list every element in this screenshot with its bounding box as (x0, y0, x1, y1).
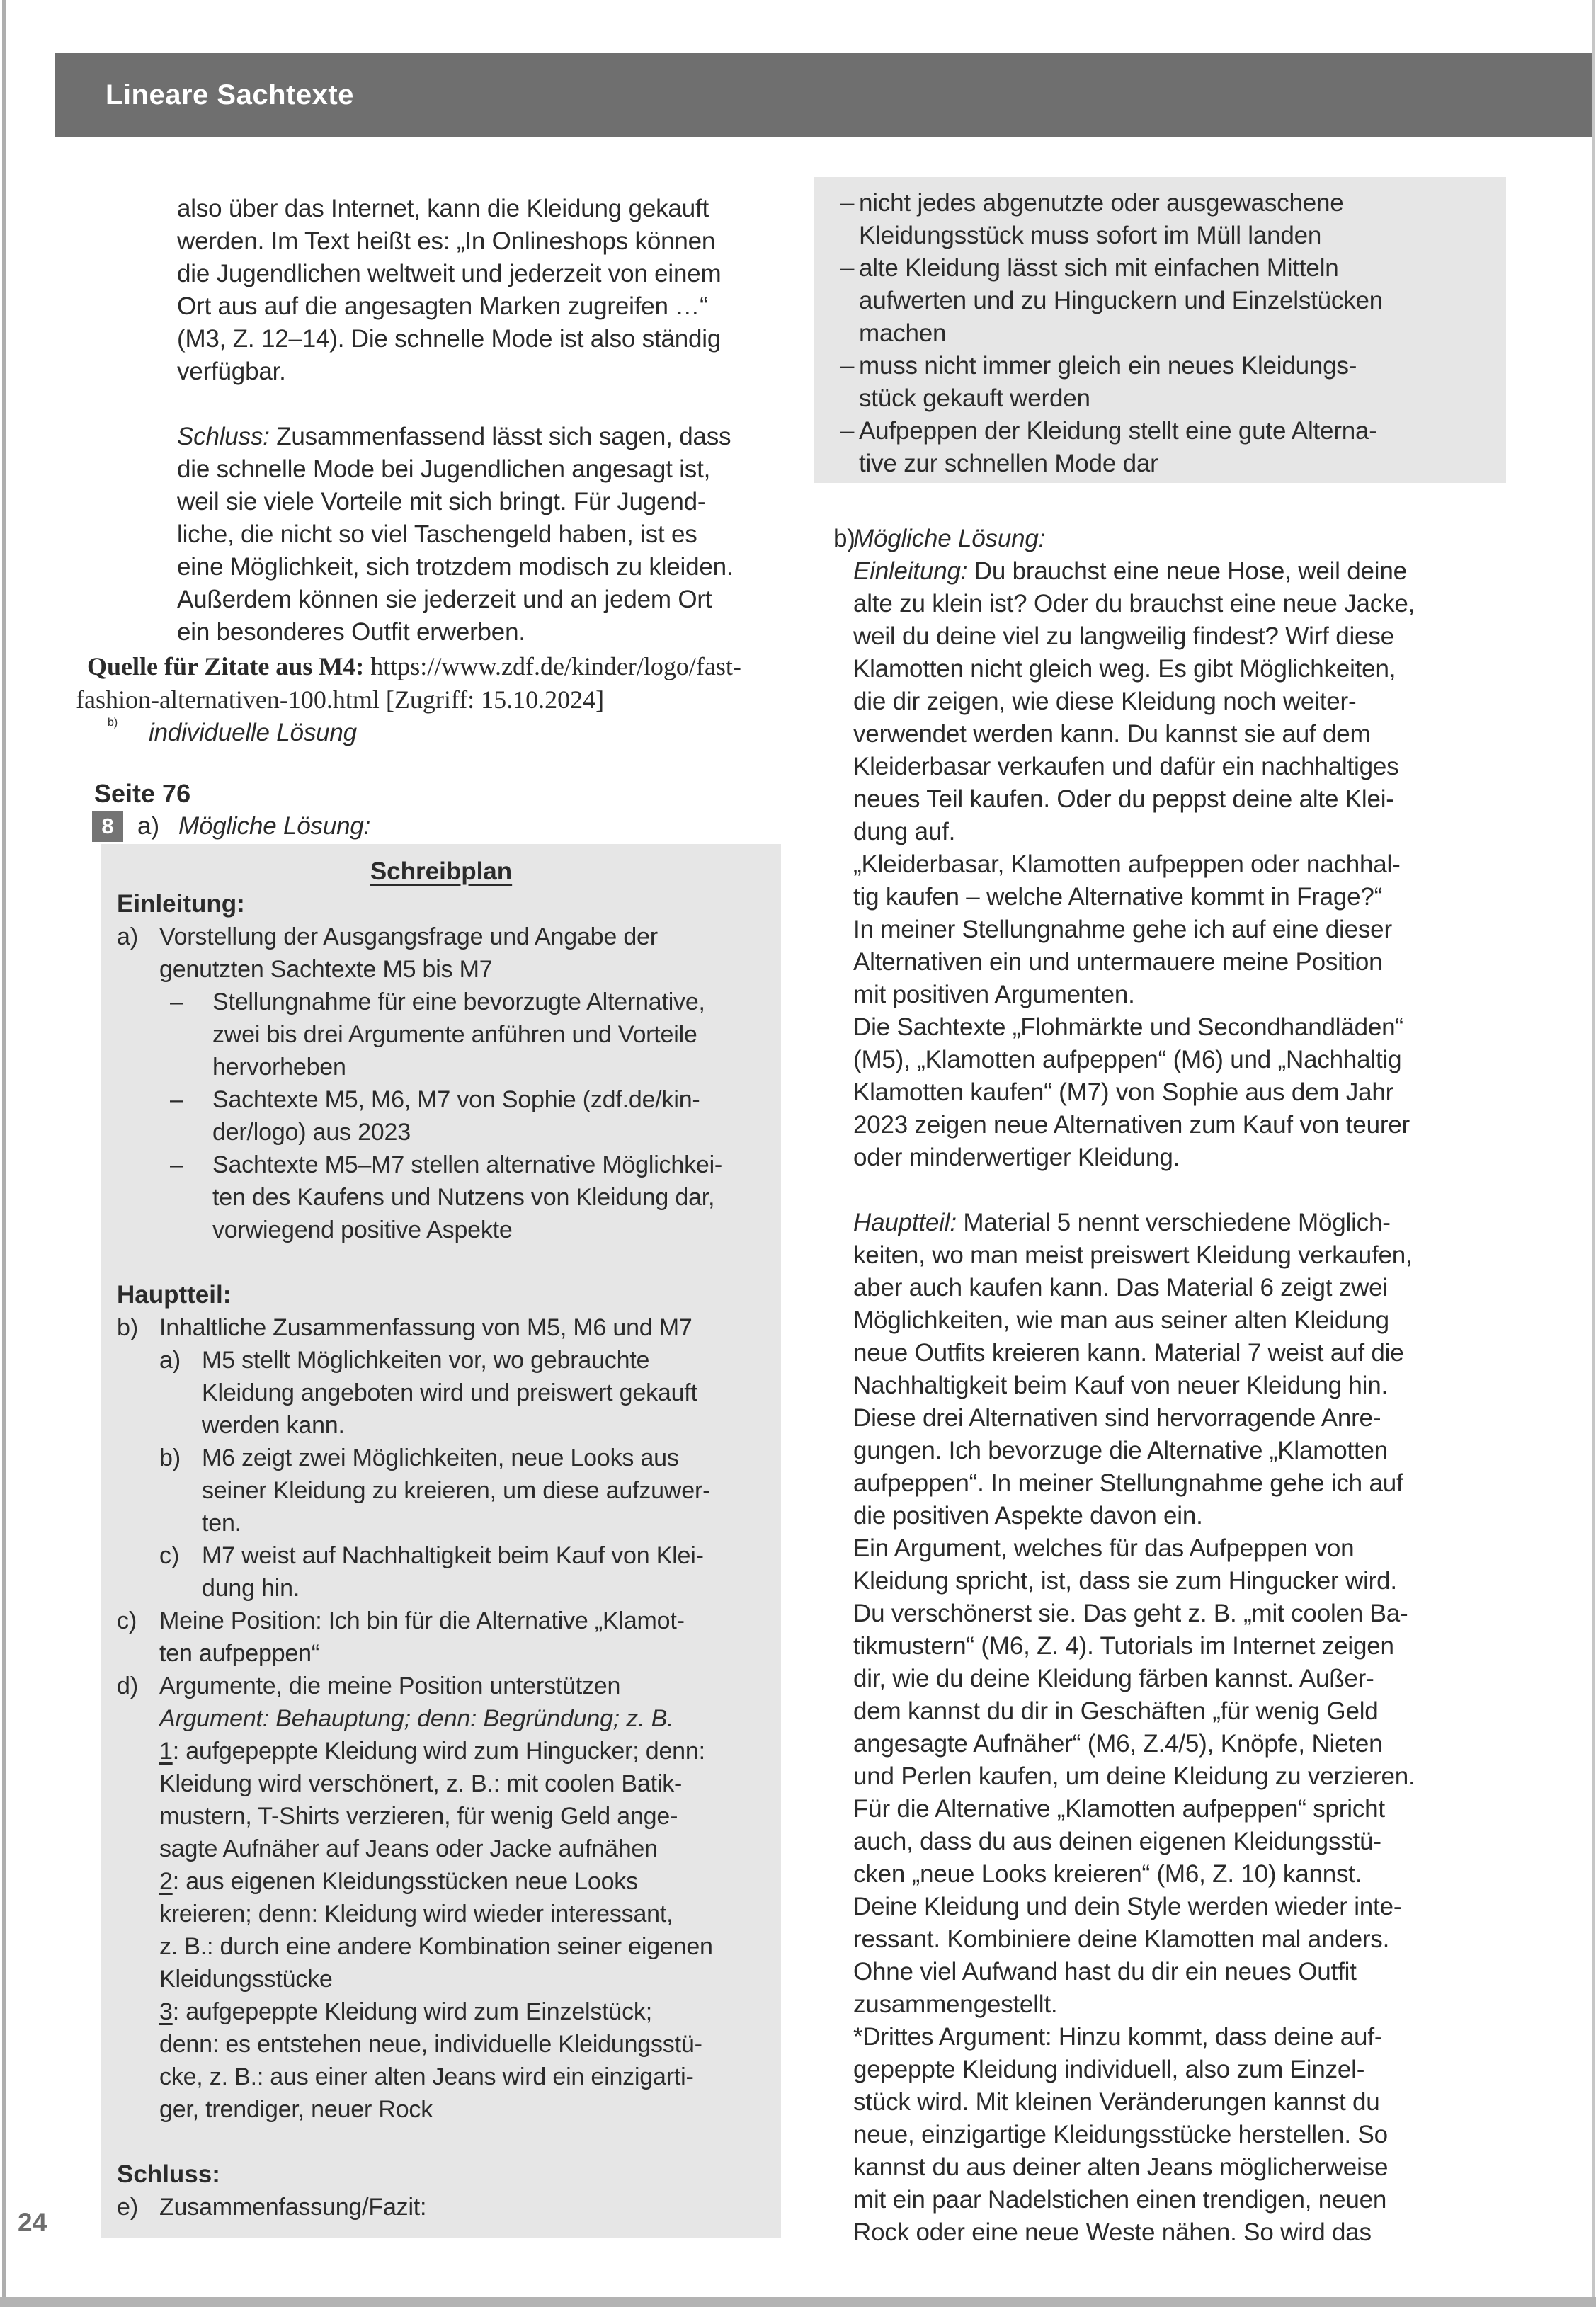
text-line: Alternativen ein und untermauere meine Position (853, 948, 1383, 976)
page-number: 24 (18, 2208, 47, 2237)
plan-dash (117, 1083, 765, 1149)
text-line: Für die Alternative „Klamotten aufpeppen“ spricht (853, 1795, 1385, 1823)
body-paragraph (853, 1207, 1506, 2249)
plan-item-lines (159, 921, 658, 986)
text-line: M6 zeigt zwei Möglichkeiten, neue Looks aus (202, 1445, 679, 1471)
bullet-lines (859, 350, 1357, 415)
text-line: mustern, T-Shirts verzieren, für wenig Geld ange- (159, 1803, 678, 1830)
plan-dash (117, 1149, 765, 1246)
text-line: Klamotten nicht gleich weg. Es gibt Möglichkeiten, (853, 655, 1396, 683)
task-row (92, 810, 782, 843)
left-column (74, 193, 782, 2238)
plan-item-label: b) (117, 1314, 139, 1341)
text-line: ten aufpeppen“ (159, 1640, 319, 1667)
body-paragraph (853, 555, 1506, 1174)
text-line: und Perlen kaufen, um deine Kleidung zu verzieren. (853, 1762, 1415, 1790)
paragraph-internet (177, 193, 782, 388)
text-line: neue, einzigartige Kleidungsstücke herstellen. So (853, 2121, 1388, 2148)
text-line: In meiner Stellungnahme gehe ich auf eine dieser (853, 916, 1392, 943)
scan-edge-right (1592, 0, 1595, 2307)
text-line: angesagte Aufnäher“ (M6, Z.4/5), Knöpfe, Nieten (853, 1730, 1383, 1758)
plan-item-label: a) (159, 1347, 181, 1374)
text-line: oder minderwertiger Kleidung. (853, 1144, 1180, 1171)
text-line: Möglichkeiten, wie man aus seiner alten Kleidung (853, 1306, 1389, 1334)
text-line: dem kannst du dir in Geschäften „für wenig Geld (853, 1697, 1379, 1725)
text-line: ger, trendiger, neuer Rock (159, 2096, 433, 2123)
text-line: alte zu klein ist? Oder du brauchst eine neue Jacke, (853, 590, 1415, 617)
text-line: Nachhaltigkeit beim Kauf von neuer Kleidung hin. (853, 1372, 1389, 1399)
text-line: verwendet werden kann. Du kannst sie auf dem (853, 720, 1371, 748)
bullet-dash: – (840, 189, 855, 217)
text-line: zwei bis drei Argumente anführen und Vorteile (212, 1021, 697, 1048)
plan-item-label: e) (117, 2194, 139, 2221)
bullet-dash: – (840, 417, 855, 445)
text-line: vorwiegend positive Aspekte (212, 1217, 513, 1243)
text-line: Ein Argument, welches für das Aufpeppen von (853, 1534, 1355, 1562)
text-line: hervorheben (212, 1054, 346, 1081)
text-line: kreieren; denn: Kleidung wird wieder interessant, (159, 1901, 673, 1927)
text-line: Zusammenfassung/Fazit: (159, 2194, 427, 2221)
text-line: muss nicht immer gleich ein neues Kleidungs- (859, 352, 1357, 380)
right-column (814, 177, 1506, 2249)
paragraph-schluss (177, 421, 782, 649)
plan-subitem (117, 1539, 765, 1605)
plan-item-label: – (170, 989, 183, 1015)
text-line: (M5), „Klamotten aufpeppen“ (M6) und „Nachhaltig (853, 1046, 1402, 1073)
chapter-header-bar (55, 53, 1592, 137)
scan-edge-bottom (0, 2297, 1596, 2307)
text-line: eine Möglichkeit, sich trotzdem modisch zu kleiden. (177, 553, 734, 581)
text-line: stück gekauft werden (859, 384, 1090, 412)
plan-item (117, 1605, 765, 1670)
text-line: weil du deine viel zu langweilig findest? Wirf diese (853, 622, 1394, 650)
text-line: ressant. Kombiniere deine Klamotten mal anders. (853, 1925, 1390, 1953)
plan-item-lines (212, 1149, 722, 1246)
plan-item-label: d) (117, 1673, 139, 1699)
text-line: ten. (202, 1510, 241, 1537)
source-line-1 (87, 650, 782, 683)
text-line: alte Kleidung lässt sich mit einfachen Mitteln (859, 254, 1339, 282)
text-line: Argumente, die meine Position unterstützen (159, 1673, 621, 1699)
text-line: Ohne viel Aufwand hast du dir ein neues Outfit (853, 1958, 1357, 1986)
text-line: weil sie viele Vorteile mit sich bringt. Für Jugend- (177, 488, 706, 515)
text-line: Außerdem können sie jederzeit und an jedem Ort (177, 586, 712, 613)
text-line: Du verschönerst sie. Das geht z. B. „mit coolen Ba- (853, 1600, 1408, 1627)
scan-edge-left (2, 0, 6, 2307)
text-line: Einleitung: Du brauchst eine neue Hose, weil deine (853, 557, 1407, 585)
plan-item-label: a) (117, 923, 139, 950)
text-line: tig kaufen – welche Alternative kommt in Frage?“ (853, 883, 1383, 911)
answer-item-b (108, 717, 782, 749)
schreibplan-title: Schreibplan (370, 858, 513, 885)
text-line: Sachtexte M5–M7 stellen alternative Möglichkei- (212, 1151, 723, 1178)
bullet-lines (859, 415, 1377, 480)
chapter-title: Lineare Sachtexte (106, 79, 354, 110)
spacer (853, 1174, 1506, 1207)
text-line: gepeppte Kleidung individuell, also zum Einzel- (853, 2056, 1365, 2083)
text-line: M5 stellt Möglichkeiten vor, wo gebrauchte (202, 1347, 650, 1374)
task-item-label: a) (137, 812, 160, 840)
text-line: Die Sachtexte „Flohmärkte und Secondhandläden“ (853, 1013, 1403, 1041)
plan-item-lines (159, 1605, 685, 1670)
plan-subitem (117, 1344, 765, 1442)
text-line: nicht jedes abgenutzte oder ausgewaschene (859, 189, 1344, 217)
text-line: Stellungnahme für eine bevorzugte Alternative, (212, 989, 705, 1015)
schreibplan-rows (117, 888, 765, 2223)
plan-item (117, 1670, 765, 2126)
text-line: z. B.: durch eine andere Kombination seiner eigenen (159, 1933, 713, 1960)
page-reference: Seite 76 (94, 779, 191, 808)
item-text: Mögliche Lösung: (853, 525, 1046, 552)
text-line: Meine Position: Ich bin für die Alternative „Klamot- (159, 1607, 685, 1634)
text-line: Hauptteil: Material 5 nennt verschiedene Möglich- (853, 1209, 1391, 1236)
plan-heading: Schluss: (117, 2160, 220, 2188)
text-line: keiten, wo man meist preiswert Kleidung verkaufen, (853, 1241, 1413, 1269)
bullet-item (840, 252, 1492, 350)
text-line: *Drittes Argument: Hinzu kommt, dass deine auf- (853, 2023, 1383, 2051)
plan-heading: Hauptteil: (117, 1281, 232, 1309)
plan-item (117, 1311, 765, 1344)
bullet-item (840, 415, 1492, 480)
text-line: neue Outfits kreieren kann. Material 7 weist auf die (853, 1339, 1404, 1367)
plan-dash (117, 986, 765, 1083)
text-line: der/logo) aus 2023 (212, 1119, 411, 1146)
item-text: individuelle Lösung (149, 719, 357, 746)
text-line: mit ein paar Nadelstichen einen trendigen, neuen (853, 2186, 1387, 2214)
plan-item-lines (202, 1442, 710, 1539)
text-line: die dir zeigen, wie diese Kleidung noch weiter- (853, 688, 1357, 715)
text-line: kannst du aus deiner alten Jeans möglicherweise (853, 2153, 1389, 2181)
text-line: M7 weist auf Nachhaltigkeit beim Kauf von Klei- (202, 1542, 704, 1569)
solution-body (853, 555, 1506, 2249)
source-citation (76, 650, 782, 717)
plan-item-lines (159, 1311, 692, 1344)
task-item-text: Mögliche Lösung: (178, 812, 371, 840)
plan-item (117, 921, 765, 986)
plan-item-lines (159, 1670, 713, 2126)
text-line: Deine Kleidung und dein Style werden wieder inte- (853, 1893, 1402, 1920)
text-line: stück wird. Mit kleinen Veränderungen kannst du (853, 2088, 1380, 2116)
text-line: zusammengestellt. (853, 1990, 1058, 2018)
text-line: Inhaltliche Zusammenfassung von M5, M6 und M7 (159, 1314, 692, 1341)
text-line: machen (859, 319, 947, 347)
text-line: Kleidungsstück muss sofort im Müll landen (859, 222, 1322, 249)
bullet-summary-box (814, 177, 1506, 483)
text-line: Rock oder eine neue Weste nähen. So wird das (853, 2218, 1372, 2246)
bullet-item (840, 187, 1492, 252)
plan-item-label: – (170, 1151, 183, 1178)
text-line: (M3, Z. 12–14). Die schnelle Mode ist also ständig (177, 325, 722, 353)
plan-heading: Einleitung: (117, 890, 245, 918)
source-label: Quelle für Zitate aus M4: (87, 652, 365, 680)
text-line: Klamotten kaufen“ (M7) von Sophie aus dem Jahr (853, 1078, 1394, 1106)
text-line: tive zur schnellen Mode dar (859, 450, 1158, 477)
text-line: Schluss: Zusammenfassend lässt sich sagen, dass (177, 423, 731, 450)
plan-item-lines (202, 1344, 697, 1442)
text-line: tikmustern“ (M6, Z. 4). Tutorials im Internet zeigen (853, 1632, 1394, 1660)
text-line: Vorstellung der Ausgangsfrage und Angabe der (159, 923, 658, 950)
text-line: werden. Im Text heißt es: „In Onlineshops können (177, 227, 716, 255)
text-line: 3: aufgepeppte Kleidung wird zum Einzelstück; (159, 1998, 652, 2025)
text-line: neues Teil kaufen. Oder du peppst deine alte Klei- (853, 785, 1394, 813)
text-line: denn: es entstehen neue, individuelle Kleidungsstü- (159, 2031, 702, 2058)
text-line: werden kann. (202, 1412, 345, 1439)
plan-item-lines (202, 1539, 704, 1605)
bullet-dash: – (840, 352, 855, 380)
plan-item-label: b) (159, 1445, 181, 1471)
text-line: gungen. Ich bevorzuge die Alternative „Klamotten (853, 1437, 1389, 1464)
text-line: Kleidung wird verschönert, z. B.: mit coolen Batik- (159, 1770, 683, 1797)
text-line: Kleiderbasar verkaufen und dafür ein nachhaltiges (853, 753, 1399, 780)
text-line: also über das Internet, kann die Kleidung gekauft (177, 195, 709, 222)
spacer (74, 388, 782, 421)
plan-item-label: c) (117, 1607, 137, 1634)
text-line: Kleidung angeboten wird und preiswert gekauft (202, 1379, 697, 1406)
text-line: sagte Aufnäher auf Jeans oder Jacke aufnähen (159, 1835, 658, 1862)
schreibplan-box (101, 844, 781, 2238)
item-label: b) (833, 525, 855, 552)
bullet-item (840, 350, 1492, 415)
plan-item-lines (159, 2191, 426, 2223)
text-line: ein besonderes Outfit erwerben. (177, 618, 525, 646)
text-line: Aufpeppen der Kleidung stellt eine gute Alterna- (859, 417, 1377, 445)
source-url-part1: https://www.zdf.de/kinder/logo/fast- (364, 652, 741, 680)
spacer (117, 1246, 765, 1279)
plan-item-label: c) (159, 1542, 180, 1569)
text-line: Argument: Behauptung; denn: Begründung; z. B. (159, 1705, 674, 1732)
text-line: die schnelle Mode bei Jugendlichen angesagt ist, (177, 455, 711, 483)
text-line: cken „neue Looks kreieren“ (M6, Z. 10) kannst. (853, 1860, 1362, 1888)
text-line: aufwerten und zu Hinguckern und Einzelstücken (859, 287, 1384, 314)
text-line: die positiven Aspekte davon ein. (853, 1502, 1203, 1530)
plan-item-lines (212, 1083, 700, 1149)
text-line: seiner Kleidung zu kreieren, um diese aufzuwer- (202, 1477, 711, 1504)
text-line: cke, z. B.: aus einer alten Jeans wird ein einzigarti- (159, 2063, 694, 2090)
plan-item-label: – (170, 1086, 183, 1113)
text-line: aber auch kaufen kann. Das Material 6 zeigt zwei (853, 1274, 1388, 1301)
text-line: ten des Kaufens und Nutzens von Kleidung dar, (212, 1184, 715, 1211)
bullet-lines (859, 187, 1344, 252)
text-line: „Kleiderbasar, Klamotten aufpeppen oder nachhal- (853, 850, 1401, 878)
answer-item-b-right (833, 523, 1506, 555)
text-line: genutzten Sachtexte M5 bis M7 (159, 956, 493, 983)
text-line: die Jugendlichen weltweit und jederzeit von einem (177, 260, 722, 287)
text-line: mit positiven Argumenten. (853, 981, 1135, 1008)
text-line: Kleidungsstücke (159, 1966, 333, 1993)
text-line: aufpeppen“. In meiner Stellungnahme gehe ich auf (853, 1469, 1403, 1497)
text-line: dung auf. (853, 818, 956, 845)
text-line: dung hin. (202, 1575, 300, 1602)
text-line: Ort aus auf die angesagten Marken zugreifen …“ (177, 292, 708, 320)
text-line: auch, dass du aus deinen eigenen Kleidungsstü- (853, 1828, 1381, 1855)
bullet-dash: – (840, 254, 855, 282)
task-number-badge: 8 (92, 811, 123, 842)
plan-subitem (117, 1442, 765, 1539)
text-line: 1: aufgepeppte Kleidung wird zum Hingucker; denn: (159, 1738, 705, 1765)
item-label: b) (108, 717, 118, 729)
text-line: dir, wie du deine Kleidung färben kannst. Außer- (853, 1665, 1374, 1692)
text-line: liche, die nicht so viel Taschengeld haben, ist es (177, 520, 697, 548)
text-line: 2023 zeigen neue Alternativen zum Kauf von teurer (853, 1111, 1410, 1139)
text-line: verfügbar. (177, 358, 286, 385)
plan-item (117, 2191, 765, 2223)
plan-item-lines (212, 986, 705, 1083)
bullet-lines (859, 252, 1383, 350)
text-line: 2: aus eigenen Kleidungsstücken neue Looks (159, 1868, 638, 1895)
text-line: Diese drei Alternativen sind hervorragende Anre- (853, 1404, 1381, 1432)
spacer (117, 2126, 765, 2158)
text-line: Kleidung spricht, ist, dass sie zum Hingucker wird. (853, 1567, 1397, 1595)
source-line-2: fashion-alternativen-100.html [Zugriff: 15.10.2024] (76, 685, 605, 714)
text-line: Sachtexte M5, M6, M7 von Sophie (zdf.de/kin- (212, 1086, 700, 1113)
